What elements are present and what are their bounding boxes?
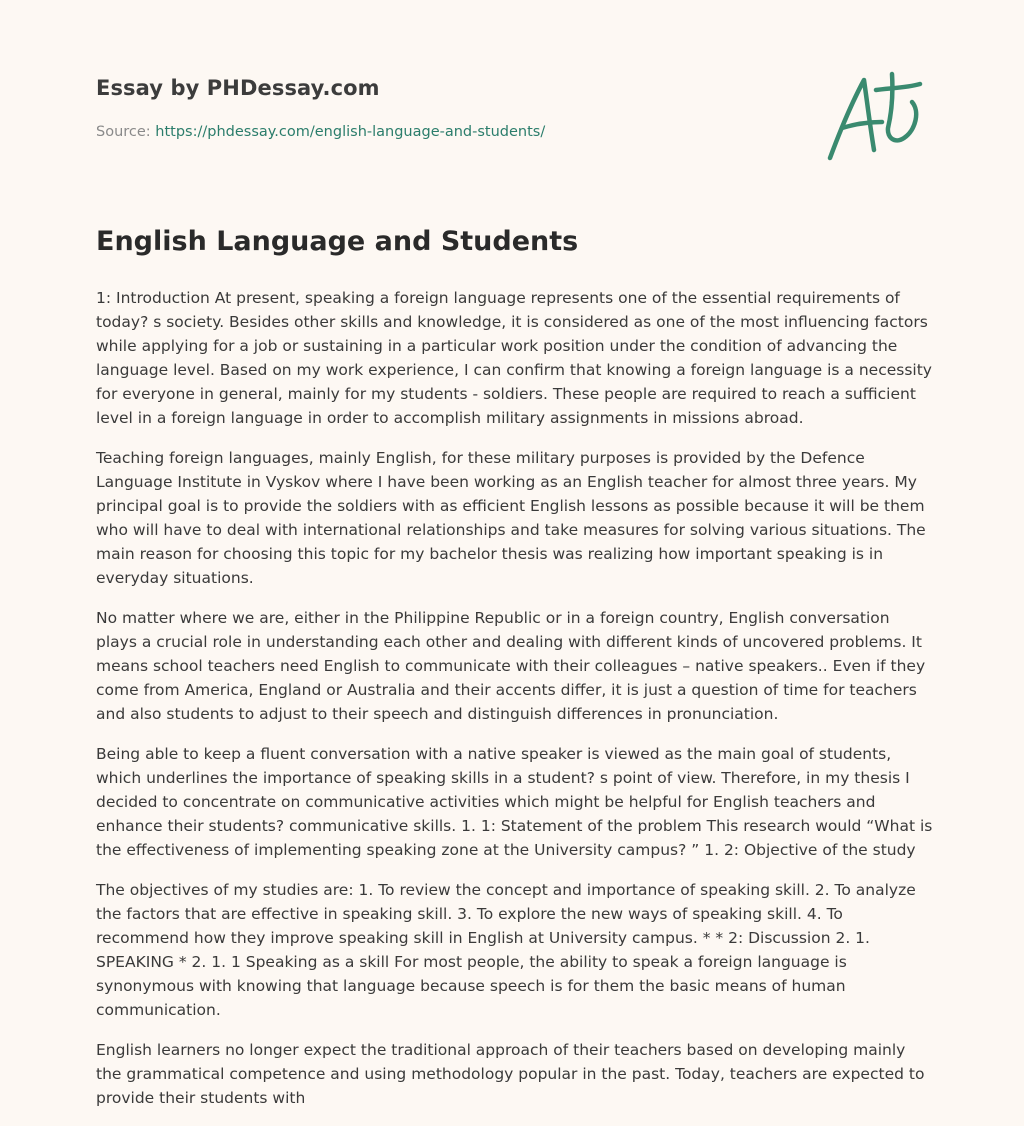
essay-body	[96, 286, 934, 1126]
page-header	[96, 76, 816, 140]
site-brand: Essay by PHDessay.com	[96, 76, 380, 100]
essay-title: English Language and Students	[96, 226, 579, 257]
source-line	[96, 124, 816, 140]
essay-paragraph: Teaching foreign languages, mainly English, for these military purposes is provided by the Defence Language Institute in Vyskov where I have been working as an English teacher for almost three years. My principal goal is to provide the soldiers with as efficient English lessons as possible because it will be them who will have to deal with international relationships and take measures for solving various situations. The main reason for choosing this topic for my bachelor thesis was realizing how important speaking is in everyday situations.	[96, 449, 926, 587]
essay-paragraph: No matter where we are, either in the Philippine Republic or in a foreign country, English conversation plays a crucial role in understanding each other and dealing with different kinds of uncovered problems. It means school teachers need English to communicate with their colleagues – native speakers.. Even if they come from America, England or Australia and their accents differ, it is just a question of time for teachers and also students to adjust to their speech and distinguish differences in pronunciation.	[96, 609, 926, 723]
essay-paragraph: The objectives of my studies are: 1. To review the concept and importance of speaking skill. 2. To analyze the factors that are effective in speaking skill. 3. To explore the new ways of speaking skill. 4. To recommend how they improve speaking skill in English at University campus. * * 2: Discussion 2. 1. SPEAKING * 2. 1. 1 Speaking as a skill For most people, the ability to speak a foreign language is synonymous with knowing that language because speech is for them the basic means of human communication.	[96, 881, 916, 1019]
essay-paragraph: English learners no longer expect the traditional approach of their teachers based on developing mainly the grammatical competence and using methodology popular in the past. Today, teachers are expected to provide their students with	[96, 1041, 925, 1107]
essay-paragraph: 1: Introduction At present, speaking a foreign language represents one of the essential requirements of today? s society. Besides other skills and knowledge, it is considered as one of the most influencing factors while applying for a job or sustaining in a particular work position under the condition of advancing the language level. Based on my work experience, I can confirm that knowing a foreign language is a necessity for everyone in general, mainly for my students - soldiers. These people are required to reach a sufficient level in a foreign language in order to accomplish military assignments in missions abroad.	[96, 289, 932, 427]
source-link[interactable]: https://phdessay.com/english-language-and-students/	[155, 124, 546, 140]
source-label: Source:	[96, 124, 156, 140]
a-plus-grade-icon	[820, 66, 930, 166]
essay-paragraph: Being able to keep a fluent conversation with a native speaker is viewed as the main goal of students, which underlines the importance of speaking skills in a student? s point of view. Therefore, in my thesis I decided to concentrate on communicative activities which might be helpful for English teachers and enhance their students? communicative skills. 1. 1: Statement of the problem This research would “What is the effectiveness of implementing speaking zone at the University campus? ” 1. 2: Objective of the study	[96, 745, 933, 859]
